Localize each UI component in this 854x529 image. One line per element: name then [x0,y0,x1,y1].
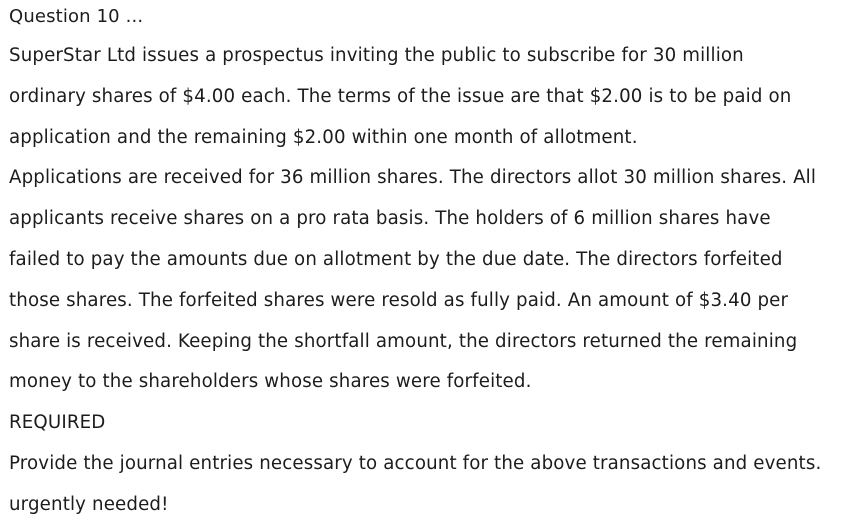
question-paragraph-applications [9,158,854,403]
required-heading: REQUIRED [9,412,106,434]
paragraph-line: share is received. Keeping the shortfall amount, the directors returned the remaining [9,330,798,352]
paragraph-line: Applications are received for 36 million shares. The directors allot 30 million shares. All [9,167,817,189]
paragraph-line: ordinary shares of $4.00 each. The terms of the issue are that $2.00 is to be paid on [9,85,792,107]
paragraph-line: those shares. The forfeited shares were resold as fully paid. An amount of $3.40 per [9,289,789,311]
paragraph-line: applicants receive shares on a pro rata basis. The holders of 6 million shares have [9,208,771,230]
question-paragraph-issue-terms [9,36,854,158]
question-title: Question 10 ... [9,6,144,27]
paragraph-line: money to the shareholders whose shares were forfeited. [9,371,532,393]
paragraph-line: application and the remaining $2.00 within one month of allotment. [9,126,638,148]
urgent-note: urgently needed! [9,493,169,515]
required-text: Provide the journal entries necessary to account for the above transactions and events. [9,452,822,474]
question-document [9,0,854,526]
paragraph-line: failed to pay the amounts due on allotment by the due date. The directors forfeited [9,248,783,270]
paragraph-line: SuperStar Ltd issues a prospectus inviting the public to subscribe for 30 million [9,45,744,66]
